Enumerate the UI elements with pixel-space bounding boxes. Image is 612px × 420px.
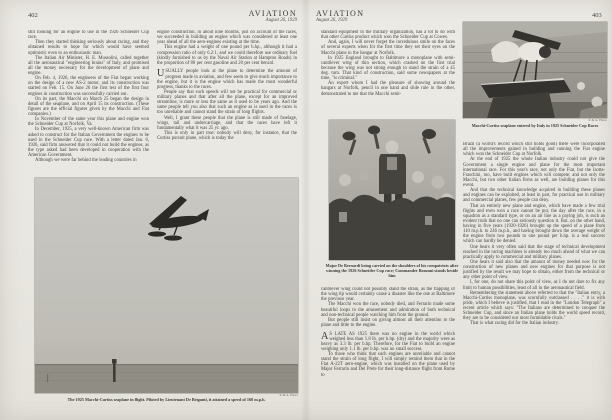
paragraph: Brazil (a world's record which still holds good) there were incorporated all the improvements gained in building and running the Fiat engine which won the Schneider Cup at Norfolk. — [463, 142, 605, 158]
paragraph: And, again, I will never forget the incredulous smile on the faces of several experts when for the first time they set their eyes on the Macchi plane in the hangar at Norfolk. — [321, 40, 455, 56]
paragraph: And that the technical knowledge acquired in building these planes and engines can be exploited, at least in part, for practical use in military and commercial planes, few people can deny. — [463, 188, 605, 204]
paragraph: One hears it very often said that the stage of technical development reached in the racing machines is already too much ahead of what we can practically apply to commercial and military planes. — [463, 244, 605, 260]
paragraph: Then they started thinking seriously about racing, and they obtained results to hope for which would have seemed optimistic even to an enthusiastic man. — [28, 40, 149, 56]
paragraph: An expert whom I had the pleasure of showing around the hangars at Norfolk, pencil in one hand and slide rule in the other, demonstrated to me that the Macchi semi- — [321, 81, 455, 97]
paragraph: That an entirely new plane and engine, which have made a few trial flights and even won a race cannot be put, the day after the race, in a squadron as a standard type, or on an air line as a paying job, is such an evident truth that no one can seriously question it. But, on the other hand, having in five years (1920-1926) brought up the speed of a plane from 110 m.p.h. to 246 m.p.h., and having brought down the average weight of the engine from two pounds to one pound per b.hp. is a real success which can hardly be denied. — [463, 203, 605, 245]
crowd-bodies — [329, 195, 455, 260]
paragraph: engine construction, in about nine months, just on account of the races, we succeeded in building an engine which was considered at least one year ahead of all the aero-engines existing at the time. — [157, 30, 297, 46]
paragraph: Remembering the statement above referred to that the "Italian entry, a Macchi-Curtiss monoplane, was scornfully outclassed . . . ." it is with pride, which I believe is justified, that I read in the "London Telegraph" a recent article which says: "The Italians are determined to conquer the Schneider Cup, and since an Italian plane holds the world speed record, they are to be considered our most formidable rivals." — [463, 290, 605, 322]
paragraph: This is only in part true: nobody will deny, for instance, that the Curtiss pursuit plane, which is today the — [157, 130, 297, 141]
paragraph: Although we were far behind the leading countries in — [35, 158, 137, 164]
paragraph: On Feb. 4, 1926, the engineers of the Fiat began working on the design of a new AS-2 motor, and its construction was started on Feb. 15. On June 26 the first test of the first four engines in construction was successfully carried out. — [28, 76, 149, 97]
de-bernardi-celebration-photo — [329, 120, 455, 260]
seaplane-flight-illustration — [35, 178, 298, 393]
paragraph: In 1925 England brought to Baltimore a monoplane with semi-cantilever wing of thin section, which crashed on the first trial because the wing was not strong enough to stand the strain of a 45 deg. turn. That kind of construction, said some newspapers at the time, "is criminal." — [321, 55, 455, 82]
paragraph: On its part, the Macchi on March 25 began the design in detail of the seaplane, and on April 15 its construction. (These figures are the official figures given by the Macchi and Fiat companies.) — [28, 96, 149, 117]
right-column-2 — [463, 142, 605, 395]
left-photo-credit: P. & A. Photo — [279, 392, 298, 397]
paragraph: still looking for an engine to use in the 1926 Schneider Cup race. — [28, 30, 149, 41]
paragraph-text: S LATE AS 1925 there was no engine in the world which weighed less than 1.8 lb. per b.hp. (dry) and the majority were as heavy as 3.3 lb. per b.hp. Therefore, for the Fiat to build an engine weighing only 1.1 lb. per b.hp. was no small success. — [321, 331, 455, 352]
left-page-header — [160, 10, 297, 24]
mooring-buoy — [577, 82, 585, 90]
page-number-right: 403 — [592, 12, 602, 19]
seaplane-flight-photo — [35, 178, 298, 393]
celebration-illustration — [329, 120, 455, 260]
top-photo-caption: Macchi-Curtiss seaplane entered by Italy in 1925 Schneider Cup Races — [471, 122, 599, 128]
seaplane-beach-photo — [463, 22, 607, 118]
paragraph-dropcap — [157, 69, 297, 90]
right-page-header — [316, 10, 456, 24]
paragraph: At the end of 1925 the whole Italian industry could not give the Government a single engine and plane for the most important international race. For this year's race, not only the Fiat, but the Isotta-Fraschini, too, have built engines which will compete; and not only the Macchi, but two other Italian firms as well, are building planes for this event. — [463, 157, 605, 188]
paragraph: To those who think that such engines are unreliable and cannot stand the strain of long flight, I will simply remind them that in the Fiat A-22T aero-engine, which was installed on the plane used by Major Ferrarin and Del Prete for their long-distance flight from Rome to — [321, 352, 455, 378]
paragraph: But people still insist on giving almost all their attention to the plane and little to the engine. — [321, 317, 455, 328]
dropcap-u: U — [157, 68, 165, 80]
paragraph: One hears it said also that the amount of money needed now for the construction of new planes and new engines for that purpose is not justified by the result we may hope to obtain, either from the technical or any other point of view. — [463, 259, 605, 281]
paragraph-text: SUALLY people look at the plane to determine the amount of progress made in aviation, and few seem to give much importance to the engine, but it is the engine which has made the most wonderful progress, thanks to the races. — [157, 69, 297, 90]
buoy-mark — [47, 374, 48, 382]
paragraph: I, for one, do not share this point of view, as I do not dare to fix any limit to human possibilities, least of all in the aeronautical field. — [463, 280, 605, 291]
top-photo-credit: P. & A. Photo — [588, 118, 607, 122]
paragraph: The Italian Air Minister, H. E. Mussolini, called together all the aeronautical "engineering brains" of Italy, and promised all the money necessary for the development of plane and engine. — [28, 55, 149, 76]
right-column-1-top — [321, 30, 455, 118]
seaplane-beach-illustration — [463, 22, 607, 118]
paragraph: In November of the same year this plane and engine won the Schneider Cup at Norfolk, Va. — [28, 117, 149, 128]
left-column-2 — [157, 30, 297, 176]
mid-photo-caption: Major De Bernardi being carried on the shoulders of his compatriots after winning the 1926 Schneider Cup race; Commander Bonzani stands beside him — [325, 263, 459, 278]
issue-date-left: August 26, 1929 — [265, 18, 297, 23]
dropcap-a: A — [321, 330, 329, 342]
page-number-left: 402 — [28, 12, 38, 19]
paragraph: cantilever wing could not possibly stand the strain, as the flapping of the wing tip would certainly cause a disaster like the one at Baltimore the previous year. — [321, 287, 455, 303]
left-photo-caption: The 1925 Macchi-Curtiss seaplane in flight. Piloted by Lieutenant De Briganti, it attained a speed of 168 m.p.h. — [67, 397, 266, 402]
paragraph-dropcap — [321, 332, 455, 353]
masthead-right: AVIATION — [316, 9, 365, 18]
masthead-left: AVIATION — [248, 9, 297, 18]
right-column-1-bottom — [321, 287, 455, 395]
paragraph: People say that such speeds will not be practical for commercial or military planes and that after all the plane, except for an improved streamline, is more or less the same as it used to be years ago. And the same people tell you also that such an engine as is used in the races is too unreliable and cannot stand the strain of long flights. — [157, 89, 297, 116]
paragraph: In December, 1925, a very well-known American firm was asked to construct for the Italian Government the engines to be used in the Schneider Cup race. With a letter dated Jan. 6, 1926, said firm answered that it could not build the engines, as the type asked had been developed in cooperation with the American Government. — [28, 127, 149, 158]
paragraph: standard equipment in the military organization, has a lot to do with that other Curtiss product which won the Schneider Cup at Cowes. — [321, 30, 455, 41]
page-gutter — [301, 0, 311, 420]
paragraph: The Macchi won the race, nobody died, and Ferrarin made some beautiful loops to the amusement and admiration of both technical and non-technical people watching him from the ground. — [321, 302, 455, 318]
issue-date-right: August 26, 1929 — [316, 18, 348, 23]
paragraph: Well, I grant these people that the plane is still made of fuselage, wings, tail and undercarriage, and that the races have left it fundamentally what it was 25 yr. ago. — [157, 115, 297, 131]
left-column-1 — [28, 30, 149, 176]
paragraph: That is what racing did for the Italian industry. — [470, 321, 559, 327]
paragraph: This engine had a weight of one pound per b.hp., although it had a compression ratio of only 6.2:1, and we could therefore use ordinary fuel (kindly furnished to us by the Naval Air Station at Hampton Roads) in the proportion of 80 per cent gasoline and 20 per cent benzol. — [157, 45, 297, 66]
